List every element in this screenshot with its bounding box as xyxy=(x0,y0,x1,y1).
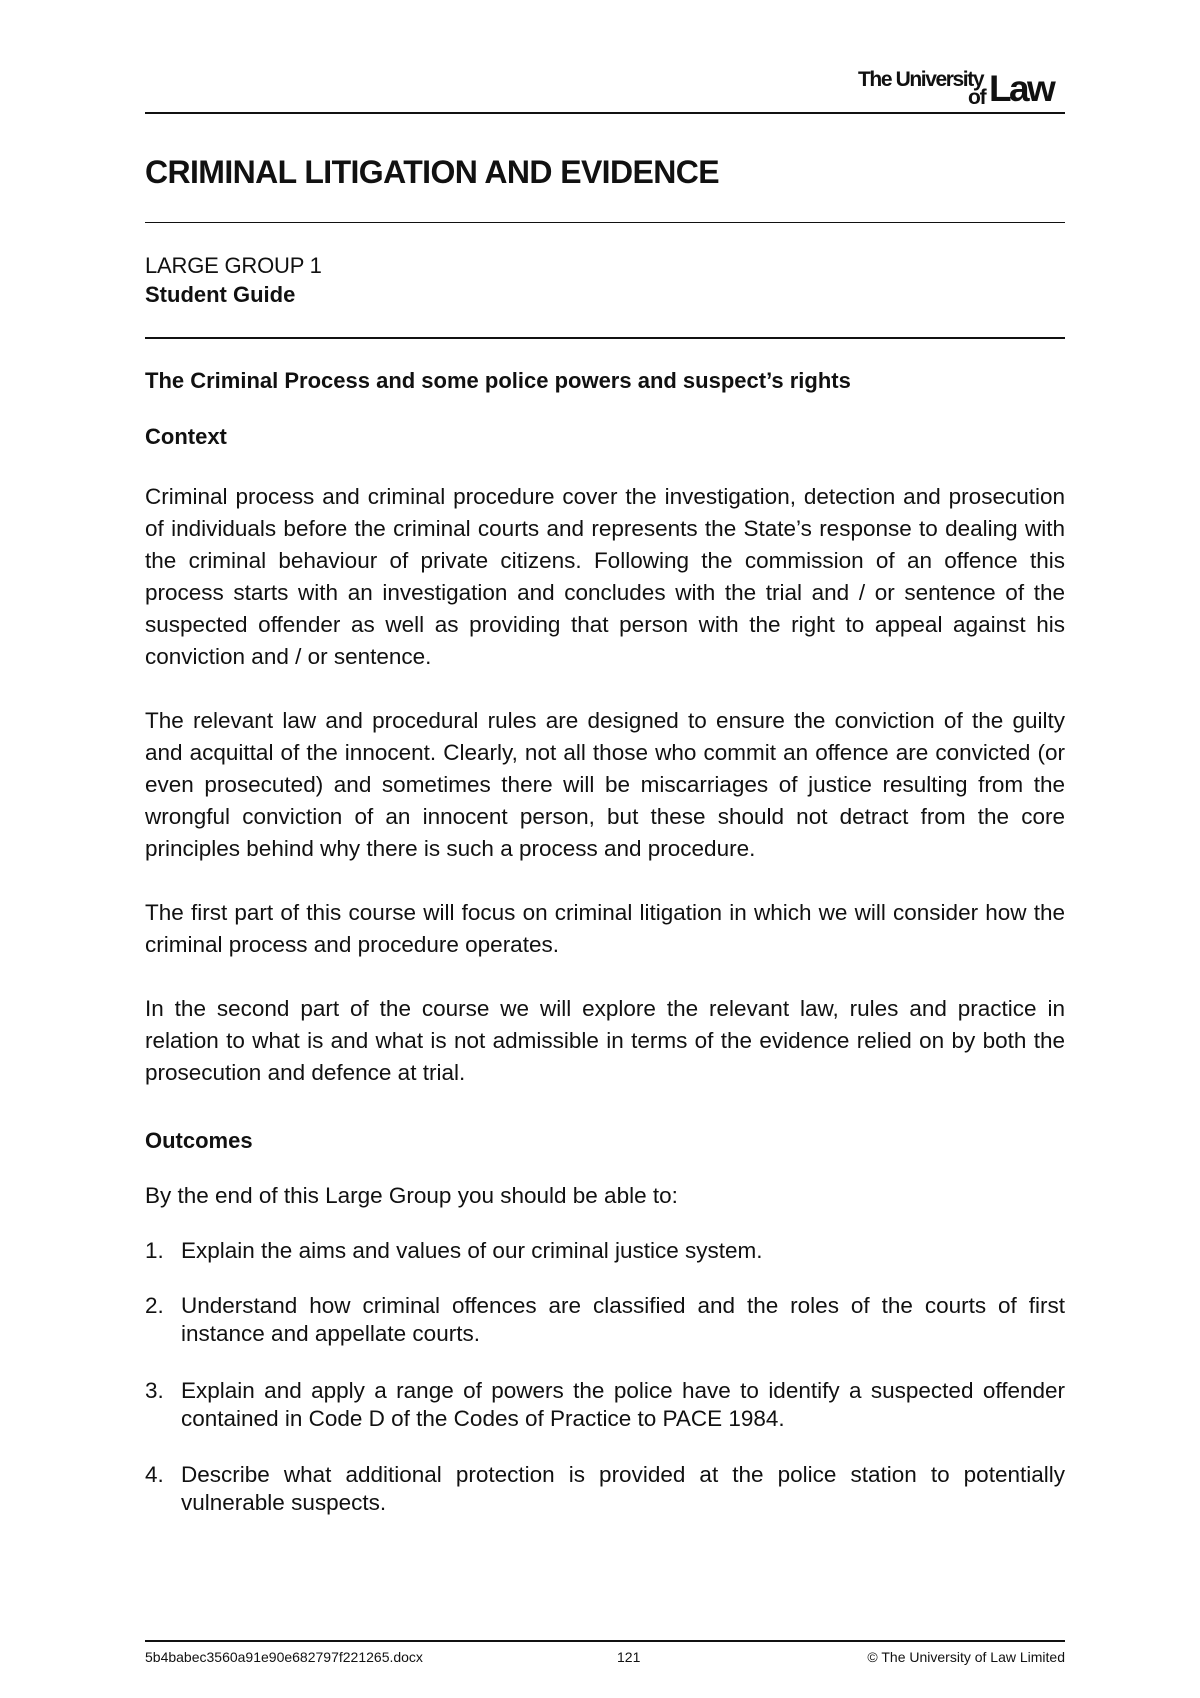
outcome-number: 4. xyxy=(145,1462,164,1487)
outcome-number: 1. xyxy=(145,1238,164,1263)
outcome-text: Explain the aims and values of our criminal justice system. xyxy=(181,1238,763,1263)
title-divider xyxy=(145,222,1065,223)
context-paragraph-2: The relevant law and procedural rules are designed to ensure the conviction of the guilty and acquittal of the innocent. Clearly, not all those who commit an offence are convicted (or even prosecuted) and sometimes there will be miscarriages of justice resulting from the wrongful conviction of an innocent person, but these should not detract from the core principles behind why there is such a process and procedure. xyxy=(145,708,1065,861)
footer-divider xyxy=(145,1640,1065,1642)
outcomes-intro: By the end of this Large Group you should be able to: xyxy=(145,1183,678,1208)
context-paragraph-4: In the second part of the course we will explore the relevant law, rules and practice in relation to what is and what is not admissible in terms of the evidence relied on by both the prosecution and defence at trial. xyxy=(145,996,1065,1085)
outcome-number: 2. xyxy=(145,1293,164,1318)
university-logo xyxy=(858,66,1068,109)
logo-text-line1: The University xyxy=(858,68,984,91)
document-title: CRIMINAL LITIGATION AND EVIDENCE xyxy=(145,154,719,190)
outcome-text: Understand how criminal offences are classified and the roles of the courts of first instance and appellate courts. xyxy=(181,1293,1065,1346)
guide-label: Student Guide xyxy=(145,282,296,307)
header-divider xyxy=(145,112,1065,114)
footer-copyright: © The University of Law Limited xyxy=(867,1649,1065,1665)
outcomes-heading: Outcomes xyxy=(145,1128,253,1153)
footer-page-number: 121 xyxy=(617,1649,641,1665)
subtitle-divider xyxy=(145,337,1065,339)
context-heading: Context xyxy=(145,424,227,449)
logo-text-of: of xyxy=(968,86,986,109)
logo-text-law: Law xyxy=(989,68,1054,109)
outcome-text: Explain and apply a range of powers the police have to identify a suspected offender contained in Code D of the Codes of Practice to PACE 1984. xyxy=(181,1378,1065,1431)
context-paragraph-1: Criminal process and criminal procedure cover the investigation, detection and prosecution of individuals before the criminal courts and represents the State’s response to dealing with the criminal behaviour of private citizens. Following the commission of an offence this process starts with an investigation and concludes with the trial and / or sentence of the suspected offender as well as providing that person with the right to appeal against his conviction and / or sentence. xyxy=(145,484,1065,669)
context-paragraph-3: The first part of this course will focus on criminal litigation in which we will consider how the criminal process and procedure operates. xyxy=(145,900,1065,957)
topic-heading: The Criminal Process and some police powers and suspect’s rights xyxy=(145,368,851,393)
outcome-text: Describe what additional protection is provided at the police station to potentially vulnerable suspects. xyxy=(181,1462,1065,1515)
outcome-number: 3. xyxy=(145,1378,164,1403)
footer-filename: 5b4babec3560a91e90e682797f221265.docx xyxy=(145,1649,423,1665)
group-label: LARGE GROUP 1 xyxy=(145,253,322,278)
